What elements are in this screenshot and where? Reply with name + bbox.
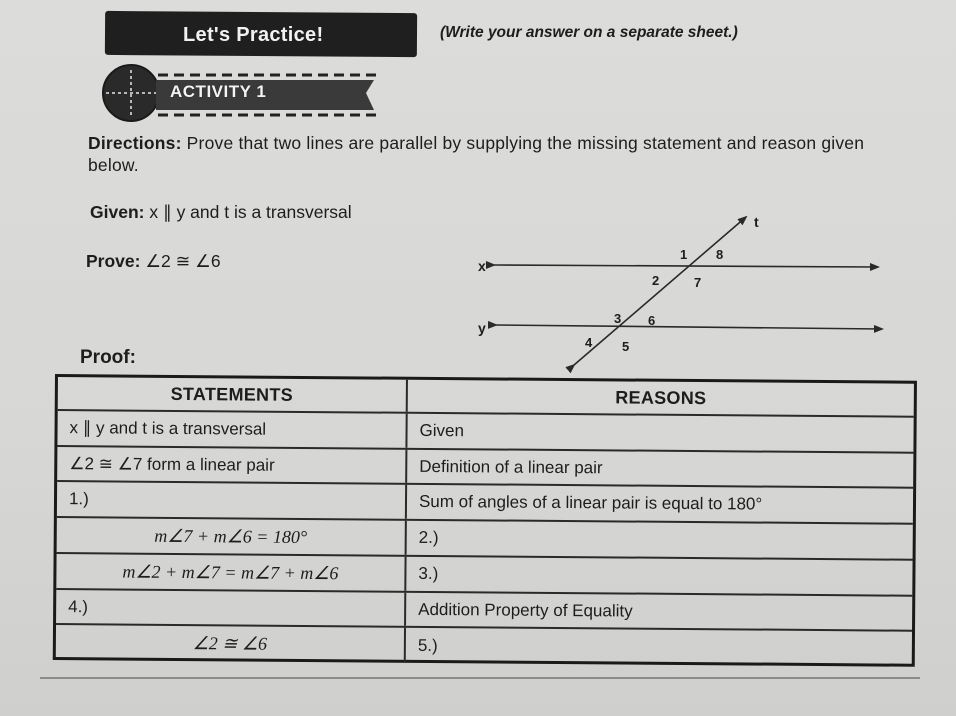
label-y: y — [478, 320, 486, 336]
directions-lead: Directions: — [88, 133, 182, 153]
prove-text: ∠2 ≅ ∠6 — [145, 251, 221, 271]
directions-text: Prove that two lines are parallel by supplying the missing statement and reason given below. — [88, 133, 865, 175]
angle-3: 3 — [614, 311, 622, 326]
statement-cell: m∠7 + m∠6 = 180° — [57, 518, 407, 555]
statement-blank-1: 1.) — [57, 482, 407, 519]
parallel-lines-diagram — [470, 205, 890, 375]
angle-7: 7 — [694, 275, 702, 290]
statement-cell: x ∥ y and t is a transversal — [57, 411, 407, 448]
angle-4: 4 — [585, 335, 593, 350]
given-text: x ∥ y and t is a transversal — [149, 202, 352, 222]
reason-cell: Given — [419, 420, 465, 441]
angle-8: 8 — [716, 247, 724, 262]
page-rule — [40, 677, 920, 679]
line-x — [494, 265, 878, 267]
angle-5: 5 — [622, 339, 630, 354]
angle-2: 2 — [652, 273, 660, 288]
given-lead: Given: — [90, 202, 145, 222]
table-row — [56, 625, 912, 667]
proof-label: Proof: — [80, 347, 136, 368]
label-t: t — [754, 214, 759, 230]
angle-6: 6 — [648, 313, 656, 328]
activity-label: ACTIVITY 1 — [170, 82, 267, 101]
label-x: x — [478, 258, 486, 274]
prove-lead: Prove: — [86, 251, 141, 271]
statement-cell: ∠2 ≅ ∠6 — [56, 625, 406, 663]
reason-cell: Definition of a linear pair — [419, 456, 603, 477]
line-y — [496, 325, 882, 329]
reason-blank-3: 3.) — [418, 563, 439, 584]
statement-cell: ∠2 ≅ ∠7 form a linear pair — [57, 447, 407, 483]
statement-cell: m∠2 + m∠7 = m∠7 + m∠6 — [56, 554, 406, 591]
statement-blank-4: 4.) — [56, 590, 406, 626]
directions-paragraph — [88, 132, 908, 176]
given-line — [90, 202, 352, 223]
reason-blank-5: 5.) — [417, 635, 438, 655]
transversal-t — [574, 217, 746, 365]
reason-cell: Sum of angles of a linear pair is equal to 180° — [418, 491, 763, 514]
statements-header: STATEMENTS — [58, 377, 408, 412]
angle-1: 1 — [680, 247, 688, 262]
prove-line — [86, 251, 221, 272]
reasons-header: REASONS — [615, 386, 707, 408]
proof-table — [53, 374, 917, 667]
reason-cell: Addition Property of Equality — [418, 599, 633, 621]
instruction-note: (Write your answer on a separate sheet.) — [440, 24, 738, 41]
banner-title: Let's Practice! — [183, 24, 324, 46]
reason-blank-2: 2.) — [418, 527, 439, 548]
